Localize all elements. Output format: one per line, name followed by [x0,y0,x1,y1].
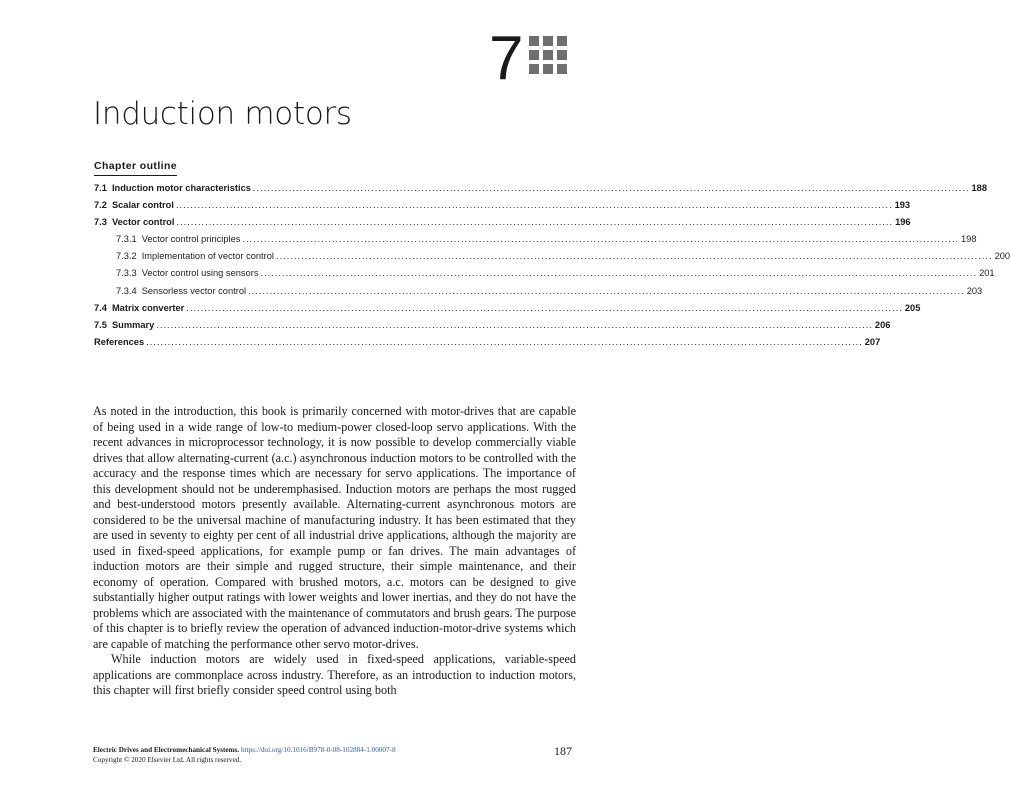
dot-leader: ........................................................................................................................................................................................................ [242,234,959,245]
grid-square [557,50,567,60]
toc-page: 206 [874,319,891,330]
dot-leader: ........................................................................................................................................................................................................ [186,302,903,313]
toc-page: 188 [971,183,988,193]
toc-number: 7.5 [94,319,107,330]
chapter-number: 7 [489,24,524,93]
grid-square [557,64,567,74]
dot-leader: ........................................................................................................................................................................................................ [260,268,978,279]
toc-page: 201 [979,268,995,279]
toc-page: 200 [994,251,1010,262]
grid-square [529,64,539,74]
toc-entry-7-3-3[interactable] [94,265,995,282]
body-text [93,404,576,699]
body-paragraph: While induction motors are widely used in fixed-speed applications, variable-speed applications are commonplace across industry. Therefore, as an introduction to induction motors, this chapter will first briefly consider speed control using both [93,652,576,697]
dot-leader: ........................................................................................................................................................................................................ [156,319,873,330]
toc-number: 7.4 [94,302,107,313]
dot-leader: ........................................................................................................................................................................................................ [248,285,965,296]
toc-entry-7-5[interactable] [94,317,891,334]
toc-entry-7-3[interactable] [94,214,911,231]
toc-page: 203 [966,285,983,296]
toc-page: 205 [904,302,921,313]
toc-entry-7-3-2[interactable] [94,248,1010,265]
dot-leader: ........................................................................................................................................................................................................ [176,217,894,228]
dot-leader: ........................................................................................................................................................................................................ [275,251,993,262]
body-paragraph: As noted in the introduction, this book is primarily concerned with motor-drives that are capable of being used in a wide range of low-to medium-power closed-loop servo applications. With the recent advances in microprocessor technology, it is now possible to develop commercially viable drives that allow alternating-current (a.c.) asynchronous induction motors to be controlled with the accuracy and the response times which are necessary for servo applications. The importance of this development should not be underemphasised. Induction motors are perhaps the most rugged and best-understood motors presently available. Alternating-current asynchronous motors are considered to be the universal machine of manufacturing industry. It has been estimated that they are used in seventy to eighty per cent of all industrial drive applications, although the majority are used in fixed-speed applications, for example pump or fan drives. The main advantages of induction motors are their simple and rugged structure, their simple maintenance, and their economy of operation. Compared with brushed motors, a.c. motors can be designed to give substantially higher output ratings with lower weights and lower inertias, and they do not have the problems which are associated with the maintenance of commutators and brush gears. The purpose of this chapter is to briefly review the operation of advanced induction-motor-drive systems which are capable of matching the performance other servo motor-drives. [93,404,576,651]
toc-number: 7.2 [94,200,107,211]
toc-title: Matrix converter [111,302,185,313]
toc-title: Vector control [111,217,175,228]
toc-number: 7.3.1 [116,234,137,245]
grid-square [557,36,567,46]
outline-heading: Chapter outline [94,159,177,176]
chapter-decoration-grid [529,36,567,74]
toc-title: Sensorless vector control [141,285,247,296]
toc-page: 193 [894,200,911,211]
toc-title: Scalar control [111,200,174,211]
doi-link[interactable]: https://doi.org/10.1016/B978-0-08-102884-1.00007-8 [240,746,396,754]
book-title: Electric Drives and Electromechanical Systems. [93,746,240,754]
toc-number: 7.3.4 [116,285,137,296]
toc-number: 7.3.2 [116,251,137,262]
toc-title: Induction motor characteristics [111,183,251,193]
grid-square [529,50,539,60]
grid-square [529,36,539,46]
dot-leader: ........................................................................................................................................................................................................ [252,183,970,193]
table-of-contents [94,180,1010,351]
toc-title: Vector control principles [141,234,241,245]
toc-page: 196 [895,217,911,228]
grid-square [543,64,553,74]
toc-page: 207 [864,336,881,347]
toc-number: 7.1 [94,183,107,193]
toc-number: 7.3 [94,217,107,228]
toc-title: Vector control using sensors [141,268,259,279]
dot-leader: ........................................................................................................................................................................................................ [146,336,863,347]
grid-square [543,36,553,46]
toc-title: Summary [111,319,155,330]
toc-entry-7-4[interactable] [94,300,921,317]
page-number: 187 [554,744,572,758]
toc-title: References [94,336,145,347]
toc-entry-7-2[interactable] [94,197,911,214]
dot-leader: ........................................................................................................................................................................................................ [175,200,893,211]
copyright-notice: Copyright © 2020 Elsevier Ltd. All rights reserved. [93,756,242,764]
toc-number: 7.3.3 [116,268,137,279]
toc-entry-7-3-4[interactable] [94,283,983,300]
toc-page: 198 [961,234,977,245]
toc-entry-7-3-1[interactable] [94,231,977,248]
toc-title: Implementation of vector control [141,251,274,262]
grid-square [543,50,553,60]
chapter-title: Induction motors [93,96,352,132]
page-footer [93,745,396,765]
toc-entry-7-1[interactable] [94,180,988,197]
toc-entry-references[interactable] [94,334,881,351]
